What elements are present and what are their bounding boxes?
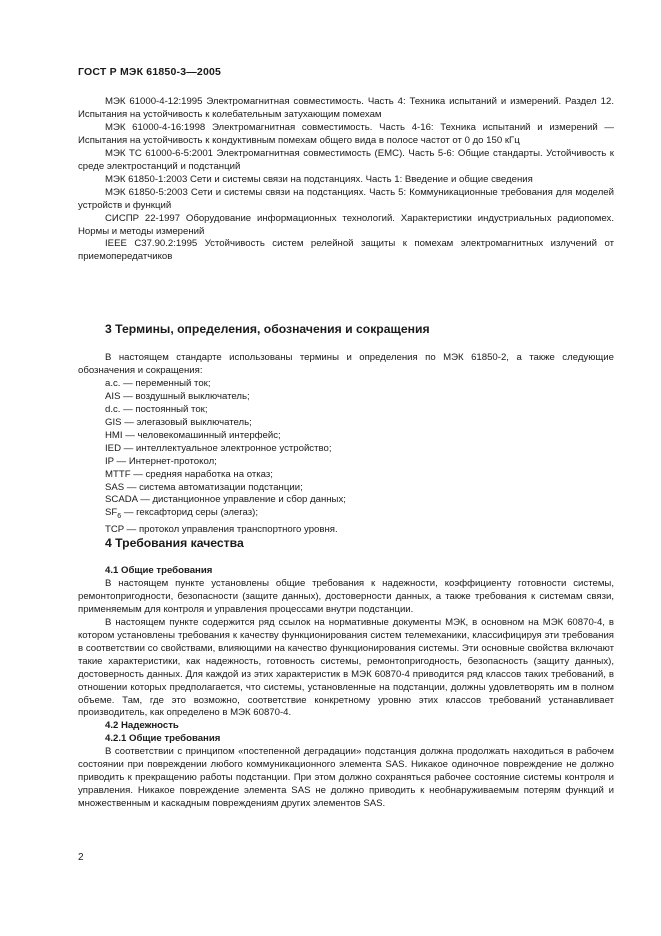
page-number: 2 xyxy=(78,852,84,863)
paragraph: В настоящем пункте содержится ряд ссылок на нормативные документы МЭК, в основном на МЭК 60870-4, в котором установлены требования к качеству функционирования систем телемеханики, классифицируя эти требования в соответствии со свойствами, влияющими на качество функционирования системы. Эти основные свойства включают такие характеристики, как надежность, готовность системы, ремонтопригодность, безопасность (защиту данных), достоверность данных. Для каждой из этих характеристик в МЭК 60870-4 приводится ряд классов таких требований, в отношении которых предполагается, что системы, установленные на подстанции, должны удовлетворять им в полном объеме. Там, где это возможно, соответствие конкретному уровню этих классов требований устанавливает производитель, как определено в МЭК 60870-4. xyxy=(78,616,614,719)
abbreviation-item: GIS — элегазовый выключатель; xyxy=(105,416,252,428)
abbreviation-item: AIS — воздушный выключатель; xyxy=(105,390,250,402)
section-3 xyxy=(78,323,614,336)
abbreviation-item: a.c. — переменный ток; xyxy=(105,377,211,389)
section-3-title: 3 Термины, определения, обозначения и сокращения xyxy=(105,322,430,336)
section-4 xyxy=(78,537,614,550)
subsection-4-1-title: 4.1 Общие требования xyxy=(105,565,213,576)
sf6-definition: — гексафторид серы (элегаз); xyxy=(121,507,259,519)
document-header: ГОСТ Р МЭК 61850-3—2005 xyxy=(78,66,222,78)
sf6-subscript: 6 xyxy=(117,513,122,521)
reference-item: СИСПР 22-1997 Оборудование информационных технологий. Характеристики индустриальных радиопомех. Нормы и методы измерений xyxy=(78,212,614,237)
abbreviation-item: d.c. — постоянный ток; xyxy=(105,403,208,415)
section-4-title: 4 Требования качества xyxy=(105,536,244,550)
abbreviation-item-sf6 xyxy=(78,507,614,524)
abbreviation-item: MTTF — средняя наработка на отказ; xyxy=(105,468,273,480)
sf6-symbol: SF xyxy=(105,507,118,519)
reference-item: МЭК 61850-1:2003 Сети и системы связи на подстанциях. Часть 1: Введение и общие сведения xyxy=(105,173,533,185)
section-3-intro: В настоящем стандарте использованы термины и определения по МЭК 61850-2, а также следующие обозначения и сокращения: xyxy=(78,352,614,376)
abbreviation-item: TCP — протокол управления транспортного уровня. xyxy=(105,524,338,536)
section-3-body xyxy=(78,352,614,537)
abbreviation-item: HMI — человекомашинный интерфейс; xyxy=(105,429,281,441)
reference-item: МЭК 61000-4-16:1998 Электромагнитная совместимость. Часть 4-16: Техника испытаний и измерений — Испытания на устойчивость к кондуктивным помехам общего вида в полосе частот от 0 до 150 кГц xyxy=(78,121,614,146)
reference-item: МЭК 61000-4-12:1995 Электромагнитная совместимость. Часть 4: Техника испытаний и измерений. Раздел 12. Испытания на устойчивость к колебательным затухающим помехам xyxy=(78,96,614,120)
reference-item: МЭК 61850-5:2003 Сети и системы связи на подстанциях. Часть 5: Коммуникационные требования для моделей устройств и функций xyxy=(78,186,614,211)
references-list xyxy=(78,96,614,264)
subsection-4-2-title: 4.2 Надежность xyxy=(105,720,179,732)
section-4-body xyxy=(78,565,614,811)
abbreviation-item: SCADA — дистанционное управление и сбор данных; xyxy=(105,494,346,506)
paragraph: В соответствии с принципом «постепенной деградации» подстанция должна продолжать находиться в рабочем состоянии при повреждении любого коммуникационного элемента SAS. Никакое одиночное повреждение не должно приводить к прекращению работы подстанции. При этом должно сохраняться рабочее состояние системы контроля и управления. Никакое повреждение элемента SAS не должно приводить к необнаруживаемым потерям функций и множественным и каскадным повреждениям других элементов SAS. xyxy=(78,746,614,810)
abbreviation-item: IED — интеллектуальное электронное устройство; xyxy=(105,442,332,454)
reference-item: IEEE C37.90.2:1995 Устойчивость систем релейной защиты к помехам электромагнитных излучений от приемопередатчиков xyxy=(78,238,614,263)
paragraph: В настоящем пункте установлены общие требования к надежности, коэффициенту готовности системы, ремонтопригодности, безопасности (защите данных), достоверности данных, а также требования к системам связи, применяемым для контроля и управления процессами внутри подстанции. xyxy=(78,577,614,615)
abbreviation-item: SAS — система автоматизации подстанции; xyxy=(105,481,303,493)
subsection-4-2-1-title: 4.2.1 Общие требования xyxy=(105,733,221,745)
reference-item: МЭК ТС 61000-6-5:2001 Электромагнитная совместимость (ЕМС). Часть 5-6: Общие стандарты. Устойчивость к среде электростанций и подстанций xyxy=(78,147,614,172)
abbreviation-item: IP — Интернет-протокол; xyxy=(105,455,217,467)
